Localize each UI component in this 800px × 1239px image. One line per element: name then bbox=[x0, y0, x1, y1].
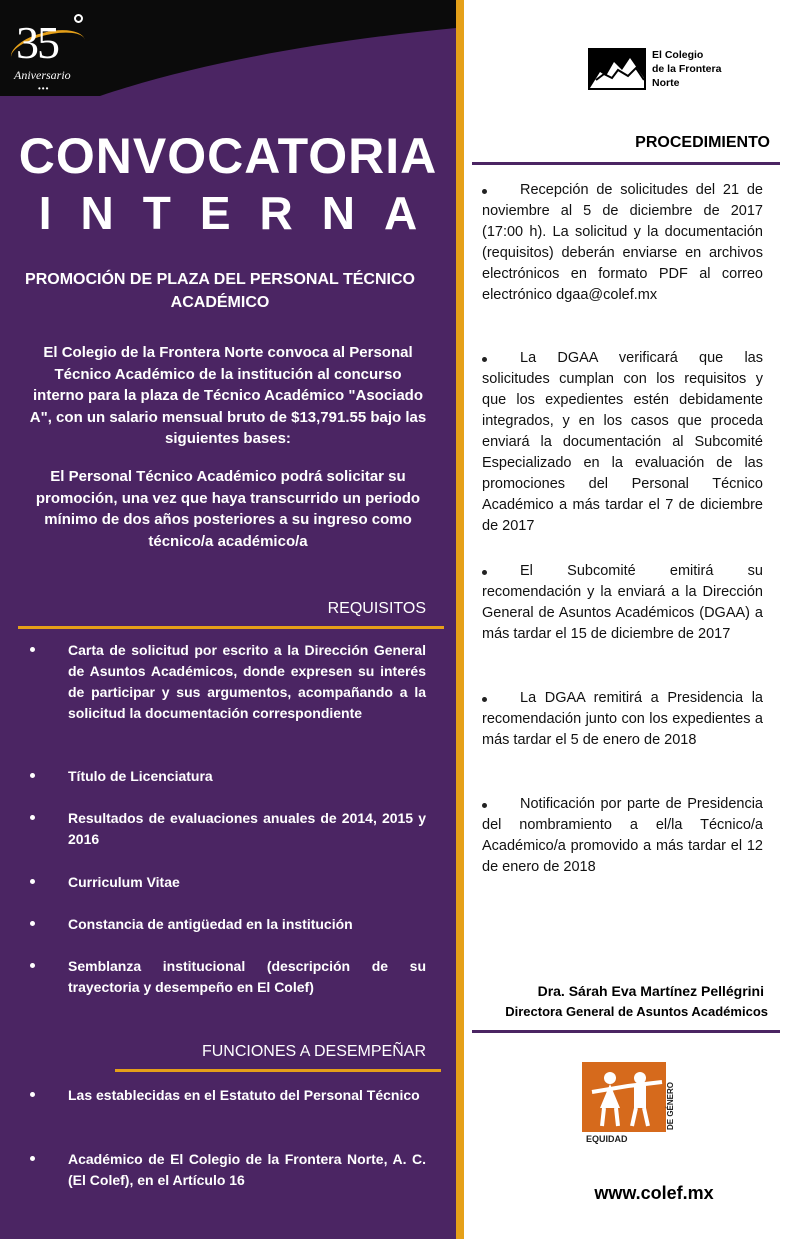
requisitos-divider bbox=[18, 626, 444, 629]
requisito-text: Semblanza institucional (descripción de su trayectoria y desempeño en El Colef) bbox=[68, 958, 426, 995]
logo-line-1: El Colegio bbox=[652, 49, 704, 61]
intro-paragraph-2: El Personal Técnico Académico podrá solicitar su promoción, una vez que haya transcurrido un periodo mínimo de dos años posteriores a su ingreso como técnico/a académico/a bbox=[35, 468, 421, 550]
procedimiento-heading: PROCEDIMIENTO bbox=[635, 134, 770, 151]
bullet-icon bbox=[30, 773, 35, 778]
procedimiento-step-1: Recepción de solicitudes del 21 de noviembre al 5 de diciembre de 2017 (17:00 h). La solicitud y la documentación (requisitos) deberán enviarse en archivos electrónicos en formato PDF al correo electrónico dgaa@colef.mx bbox=[482, 182, 763, 303]
intro-paragraph-1: El Colegio de la Frontera Norte convoca al Personal Técnico Académico de la institución al concurso interno para la plaza de Técnico Académico "Asociado A", con un salario mensual bruto de $13,791.55 bajo las siguientes bases: bbox=[29, 344, 427, 447]
bullet-icon bbox=[30, 1092, 35, 1097]
funcion-text: Académico de El Colegio de la Frontera Norte, A. C. (El Colef), en el Artículo 16 bbox=[68, 1151, 426, 1188]
signer-name: Dra. Sárah Eva Martínez Pellégrini bbox=[537, 983, 764, 999]
requisito-text: Resultados de evaluaciones anuales de 2014, 2015 y 2016 bbox=[68, 810, 426, 847]
procedimiento-step-3: El Subcomité emitirá su recomendación y la enviará a la Dirección General de Asuntos Académicos (DGAA) a más tardar el 15 de diciembre de 2017 bbox=[482, 563, 763, 642]
bullet-icon bbox=[30, 1156, 35, 1161]
requisito-text: Constancia de antigüedad en la institución bbox=[68, 916, 353, 932]
bullet-icon bbox=[30, 647, 35, 652]
equidad-de-genero-logo bbox=[582, 1062, 686, 1154]
title-line-1: CONVOCATORIA bbox=[18, 128, 438, 184]
funcion-text: Las establecidas en el Estatuto del Personal Técnico bbox=[68, 1087, 420, 1103]
funciones-heading: FUNCIONES A DESEMPEÑAR bbox=[201, 1043, 426, 1060]
requisito-text: Carta de solicitud por escrito a la Dirección General de Asuntos Académicos, donde expresen su interés de participar y sus argumentos, acompañando a la solicitud la documentación correspondiente bbox=[68, 642, 426, 721]
title-line-2: INTERNA bbox=[38, 187, 447, 239]
procedimiento-divider bbox=[472, 162, 780, 165]
anniversary-dots: ••• bbox=[38, 84, 50, 93]
anniversary-degree-mark bbox=[74, 14, 83, 23]
logo-line-2: de la Frontera bbox=[652, 63, 722, 75]
subtitle: PROMOCIÓN DE PLAZA DEL PERSONAL TÉCNICO ACADÉMICO bbox=[25, 271, 415, 311]
website-link[interactable]: www.colef.mx bbox=[594, 1183, 714, 1203]
signature-divider bbox=[472, 1030, 780, 1033]
anniversary-word: Aniversario bbox=[14, 68, 71, 82]
requisito-text: Título de Licenciatura bbox=[68, 768, 213, 784]
gender-equity-icon bbox=[582, 1062, 666, 1132]
colef-logo bbox=[588, 48, 748, 96]
bullet-icon bbox=[30, 815, 35, 820]
anniversary-logo bbox=[8, 10, 92, 93]
right-panel bbox=[464, 0, 800, 1239]
anniversary-number: 35 bbox=[16, 17, 58, 68]
signer-role: Directora General de Asuntos Académicos bbox=[505, 1004, 768, 1019]
funciones-divider bbox=[115, 1069, 441, 1072]
equidad-vertical-label: DE GÉNERO bbox=[666, 1081, 675, 1130]
bullet-icon bbox=[30, 921, 35, 926]
mountain-logo-icon bbox=[588, 48, 646, 90]
gold-divider-line bbox=[456, 0, 464, 1239]
bullet-icon bbox=[30, 963, 35, 968]
procedimiento-step-4: La DGAA remitirá a Presidencia la recomendación junto con los expedientes a más tardar el 5 de enero de 2018 bbox=[482, 690, 763, 748]
procedimiento-step-2: La DGAA verificará que las solicitudes cumplan con los requisitos y que los expedientes estén debidamente integrados, y en los casos que proceda enviará la documentación al Subcomité Especializado en la evaluación de las promociones del Personal Técnico Académico a más tardar el 7 de diciembre de 2017 bbox=[482, 350, 763, 534]
equidad-label: EQUIDAD bbox=[586, 1134, 628, 1144]
colef-logo-text bbox=[652, 48, 742, 90]
bullet-icon bbox=[30, 879, 35, 884]
requisitos-heading: REQUISITOS bbox=[327, 600, 426, 617]
logo-line-3: Norte bbox=[652, 77, 680, 89]
requisito-text: Curriculum Vitae bbox=[68, 874, 180, 890]
procedimiento-step-5: Notificación por parte de Presidencia del nombramiento a el/la Técnico/a Académico/a promovido a más tardar el 12 de enero de 2018 bbox=[482, 796, 763, 875]
